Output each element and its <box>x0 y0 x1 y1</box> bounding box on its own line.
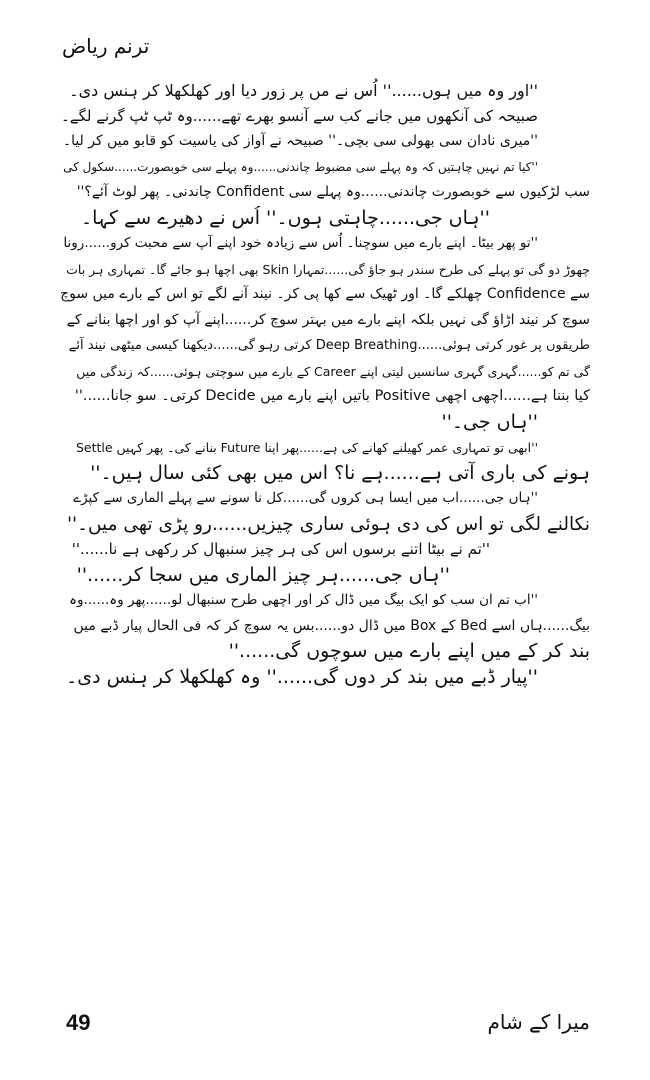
text-line: ''ہاں جی۔'' <box>441 410 538 433</box>
text-line: طریقوں پر غور کرتی ہوئی......Deep Breathing کرتی رہو گی......دیکھنا کیسی میٹھی نیند آئے <box>68 338 590 353</box>
text-line: سوچ کر نیند اڑاؤ گی نہیں بلکہ اپنے بارے میں بہتر سوچ کر......اپنے آپ کو اور اچھا بنانے کے <box>66 311 590 328</box>
body-text <box>60 78 590 690</box>
text-line: نکالنے لگی تو اس کی دی ہوئی ساری چیزیں......رو پڑی تھی میں۔'' <box>66 513 590 535</box>
text-line: بند کر کے میں اپنے بارے میں سوچوں گی......'' <box>228 640 590 662</box>
text-line: کیا بننا ہے......اچھی اچھی Positive باتیں اپنے بارے میں Decide کرتی۔ سو جانا......'' <box>74 388 590 404</box>
text-line: ''پیار ڈبے میں بند کر دوں گی......'' وہ کھلکھلا کر ہنس دی۔ <box>66 665 538 688</box>
text-line: سب لڑکیوں سے خوبصورت چاندنی......وہ پہلے سی Confident چاندنی۔ پھر لوٹ آئے؟'' <box>76 184 590 200</box>
text-line: ''میری نادان سی بھولی سی بچی۔'' صبیحہ نے آواز کی یاسیت کو قابو میں کر لیا۔ <box>62 133 538 149</box>
text-line: ''ہاں جی......ہر چیز الماری میں سجا کر......'' <box>76 563 450 586</box>
text-line: ''ابھی تو تمہاری عمر کھیلنے کھانے کی ہے......پھر اپنا Future بنانے کی۔ پھر کہیں Settle <box>75 440 538 455</box>
text-line: ''ہاں جی......اب میں ایسا ہی کروں گی......کل نا سونے سے پہلے الماری سے کپڑے <box>73 490 538 506</box>
book-title: میرا کے شام <box>487 1010 590 1034</box>
text-line: چھوڑ دو گی تو پہلے کی طرح سندر ہو جاؤ گی......تمہارا Skin بھی اچھا ہو جائے گا۔ تمہاری ہر بات <box>66 261 590 277</box>
author-name: ترنم ریاض <box>62 34 150 58</box>
text-line: گی تم کو......گہری گہری سانسیں لیتی اپنے Career کے بارے میں سوچتی ہوئی......کہ زندگی میں <box>76 363 590 379</box>
text-line: ''تو پھر بیٹا۔ اپنے بارے میں سوچنا۔ اُس سے زیادہ خود اپنے آپ سے محبت کرو......رونا <box>63 235 538 251</box>
text-line: ''ہاں جی......چاہتی ہوں۔'' اُس نے دھیرے سے کہا۔ <box>80 206 490 229</box>
page-number: 49 <box>66 1010 91 1035</box>
text-line: صبیحہ کی آنکھوں میں جانے کب سے آنسو بھرے تھے......وہ ٹپ ٹپ گرنے لگے۔ <box>61 106 538 125</box>
text-line: ہونے کی باری آتی ہے......ہے نا؟ اس میں بھی کئی سال ہیں۔'' <box>90 461 590 484</box>
text-line: ''تم نے بیٹا اتنے برسوں اس کی ہر چیز سنبھال کر رکھی ہے نا......'' <box>71 540 490 558</box>
text-line: سے Confidence چھلکے گا۔ اور ٹھیک سے کھا پی کر۔ نیند آنے لگے تو اس کے بارے میں سوچ <box>60 286 590 302</box>
text-line: ''کیا تم نہیں چاہتیں کہ وہ پہلے سی مضبوط چاندنی......وہ پہلے سی خوبصورت......سکول کی <box>63 159 538 174</box>
text-line: ''اور وہ میں ہوں......'' اُس نے مں پر زور دیا اور کھلکھلا کر ہنس دی۔ <box>69 81 538 100</box>
text-line: بیگ......ہاں اسے Bed کے Box میں ڈال دو......بس یہ سوچ کر کہ فی الحال پیار ڈبے میں <box>73 617 590 634</box>
text-line: ''اب تم ان سب کو ایک بیگ میں ڈال کر اور اچھی طرح سنبھال لو......پھر وہ......وہ <box>69 592 538 608</box>
